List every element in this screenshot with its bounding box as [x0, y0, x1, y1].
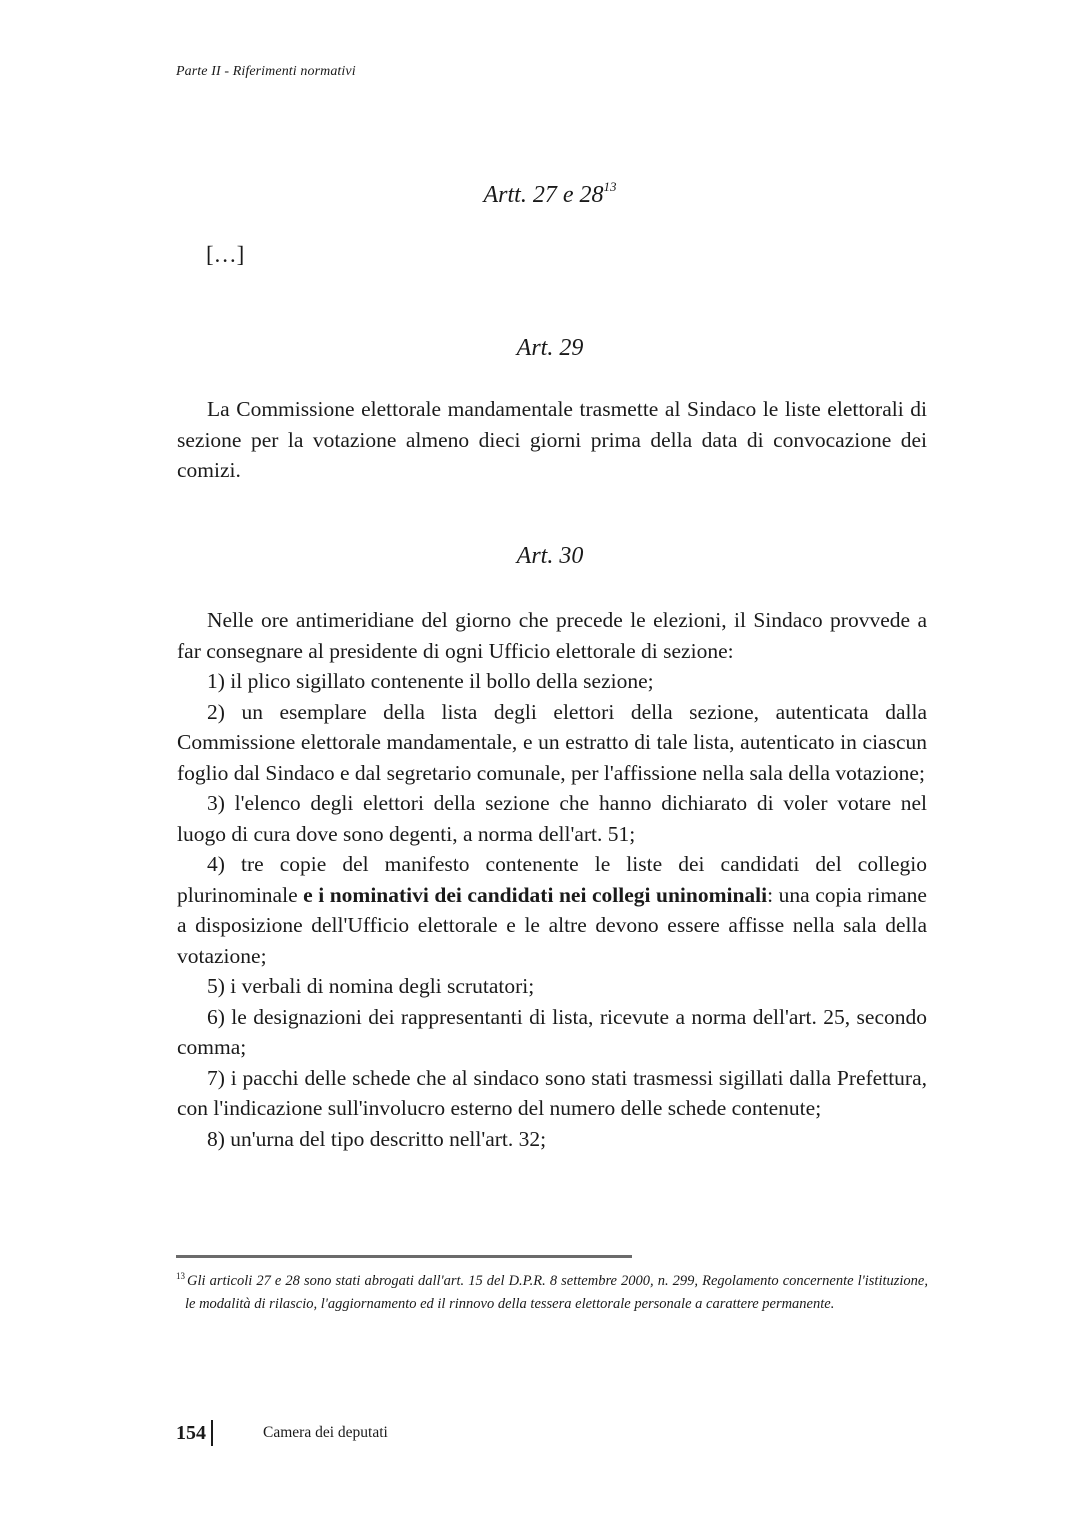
article-title-27-28	[0, 179, 1074, 209]
omitted-text-marker: […]	[206, 242, 245, 267]
list-item-bold-text: e i nominativi dei candidati nei collegi uninominali	[303, 882, 768, 907]
footnote-text: Gli articoli 27 e 28 sono stati abrogati dall'art. 15 del D.P.R. 8 settembre 2000, n. 299, Regolamento concernente l'istituzione, le modalità di rilascio, l'aggiornamento ed il rinnovo della tessera elettorale personale a carattere permanente.	[185, 1273, 928, 1312]
list-item: 2) un esemplare della lista degli elettori della sezione, autenticata dalla Commissione elettorale mandamentale, e un estratto di tale lista, autenticato in ciascun foglio dal Sindaco e dal segretario comunale, per l'affissione nella sala della votazione;	[177, 699, 927, 785]
article-title-text: Artt. 27 e 28	[483, 182, 604, 208]
list-item-text: 4) tre copie del manifesto contenente le liste dei candidati del collegio plurinominale	[177, 852, 927, 907]
publisher-name: Camera dei deputati	[263, 1424, 388, 1441]
article-29-body	[177, 394, 927, 486]
list-item-text: : una copia rimane a disposizione dell'Ufficio elettorale e le altre devono essere affisse nella sala della votazione;	[177, 882, 927, 968]
footnote-reference[interactable]: 13	[603, 179, 617, 194]
list-item: 7) i pacchi delle schede che al sindaco sono stati trasmessi sigillati dalla Prefettura, con l'indicazione sull'involucro esterno del numero delle schede contenute;	[177, 1065, 927, 1120]
footer-separator	[211, 1420, 213, 1446]
list-item	[177, 849, 927, 971]
list-item: 1) il plico sigillato contenente il bollo della sezione;	[207, 669, 654, 693]
list-item: 5) i verbali di nomina degli scrutatori;	[207, 974, 535, 998]
paragraph: La Commissione elettorale mandamentale trasmette al Sindaco le liste elettorali di sezione per la votazione almeno dieci giorni prima della data di convocazione dei comizi.	[177, 397, 927, 482]
list-item: 6) le designazioni dei rappresentanti di lista, ricevute a norma dell'art. 25, secondo comma;	[177, 1004, 927, 1059]
footnote-number: 13	[176, 1271, 185, 1282]
footnote	[176, 1270, 928, 1316]
page-footer	[176, 1420, 388, 1446]
footnote-divider	[176, 1255, 632, 1258]
footnote-13	[176, 1270, 928, 1316]
list-item: 8) un'urna del tipo descritto nell'art. 32;	[207, 1126, 547, 1151]
page-number: 154	[176, 1421, 206, 1444]
article-30-body	[177, 605, 927, 1154]
article-title-30: Art. 30	[516, 543, 584, 569]
list-item: 3) l'elenco degli elettori della sezione che hanno dichiarato di voler votare nel luogo di cura dove sono degenti, a norma dell'art. 51;	[177, 791, 927, 846]
running-header: Parte II - Riferimenti normativi	[176, 64, 356, 79]
paragraph-intro: Nelle ore antimeridiane del giorno che precede le elezioni, il Sindaco provvede a far consegnare al presidente di ogni Ufficio elettorale di sezione:	[177, 608, 927, 663]
article-title-29: Art. 29	[516, 335, 584, 361]
